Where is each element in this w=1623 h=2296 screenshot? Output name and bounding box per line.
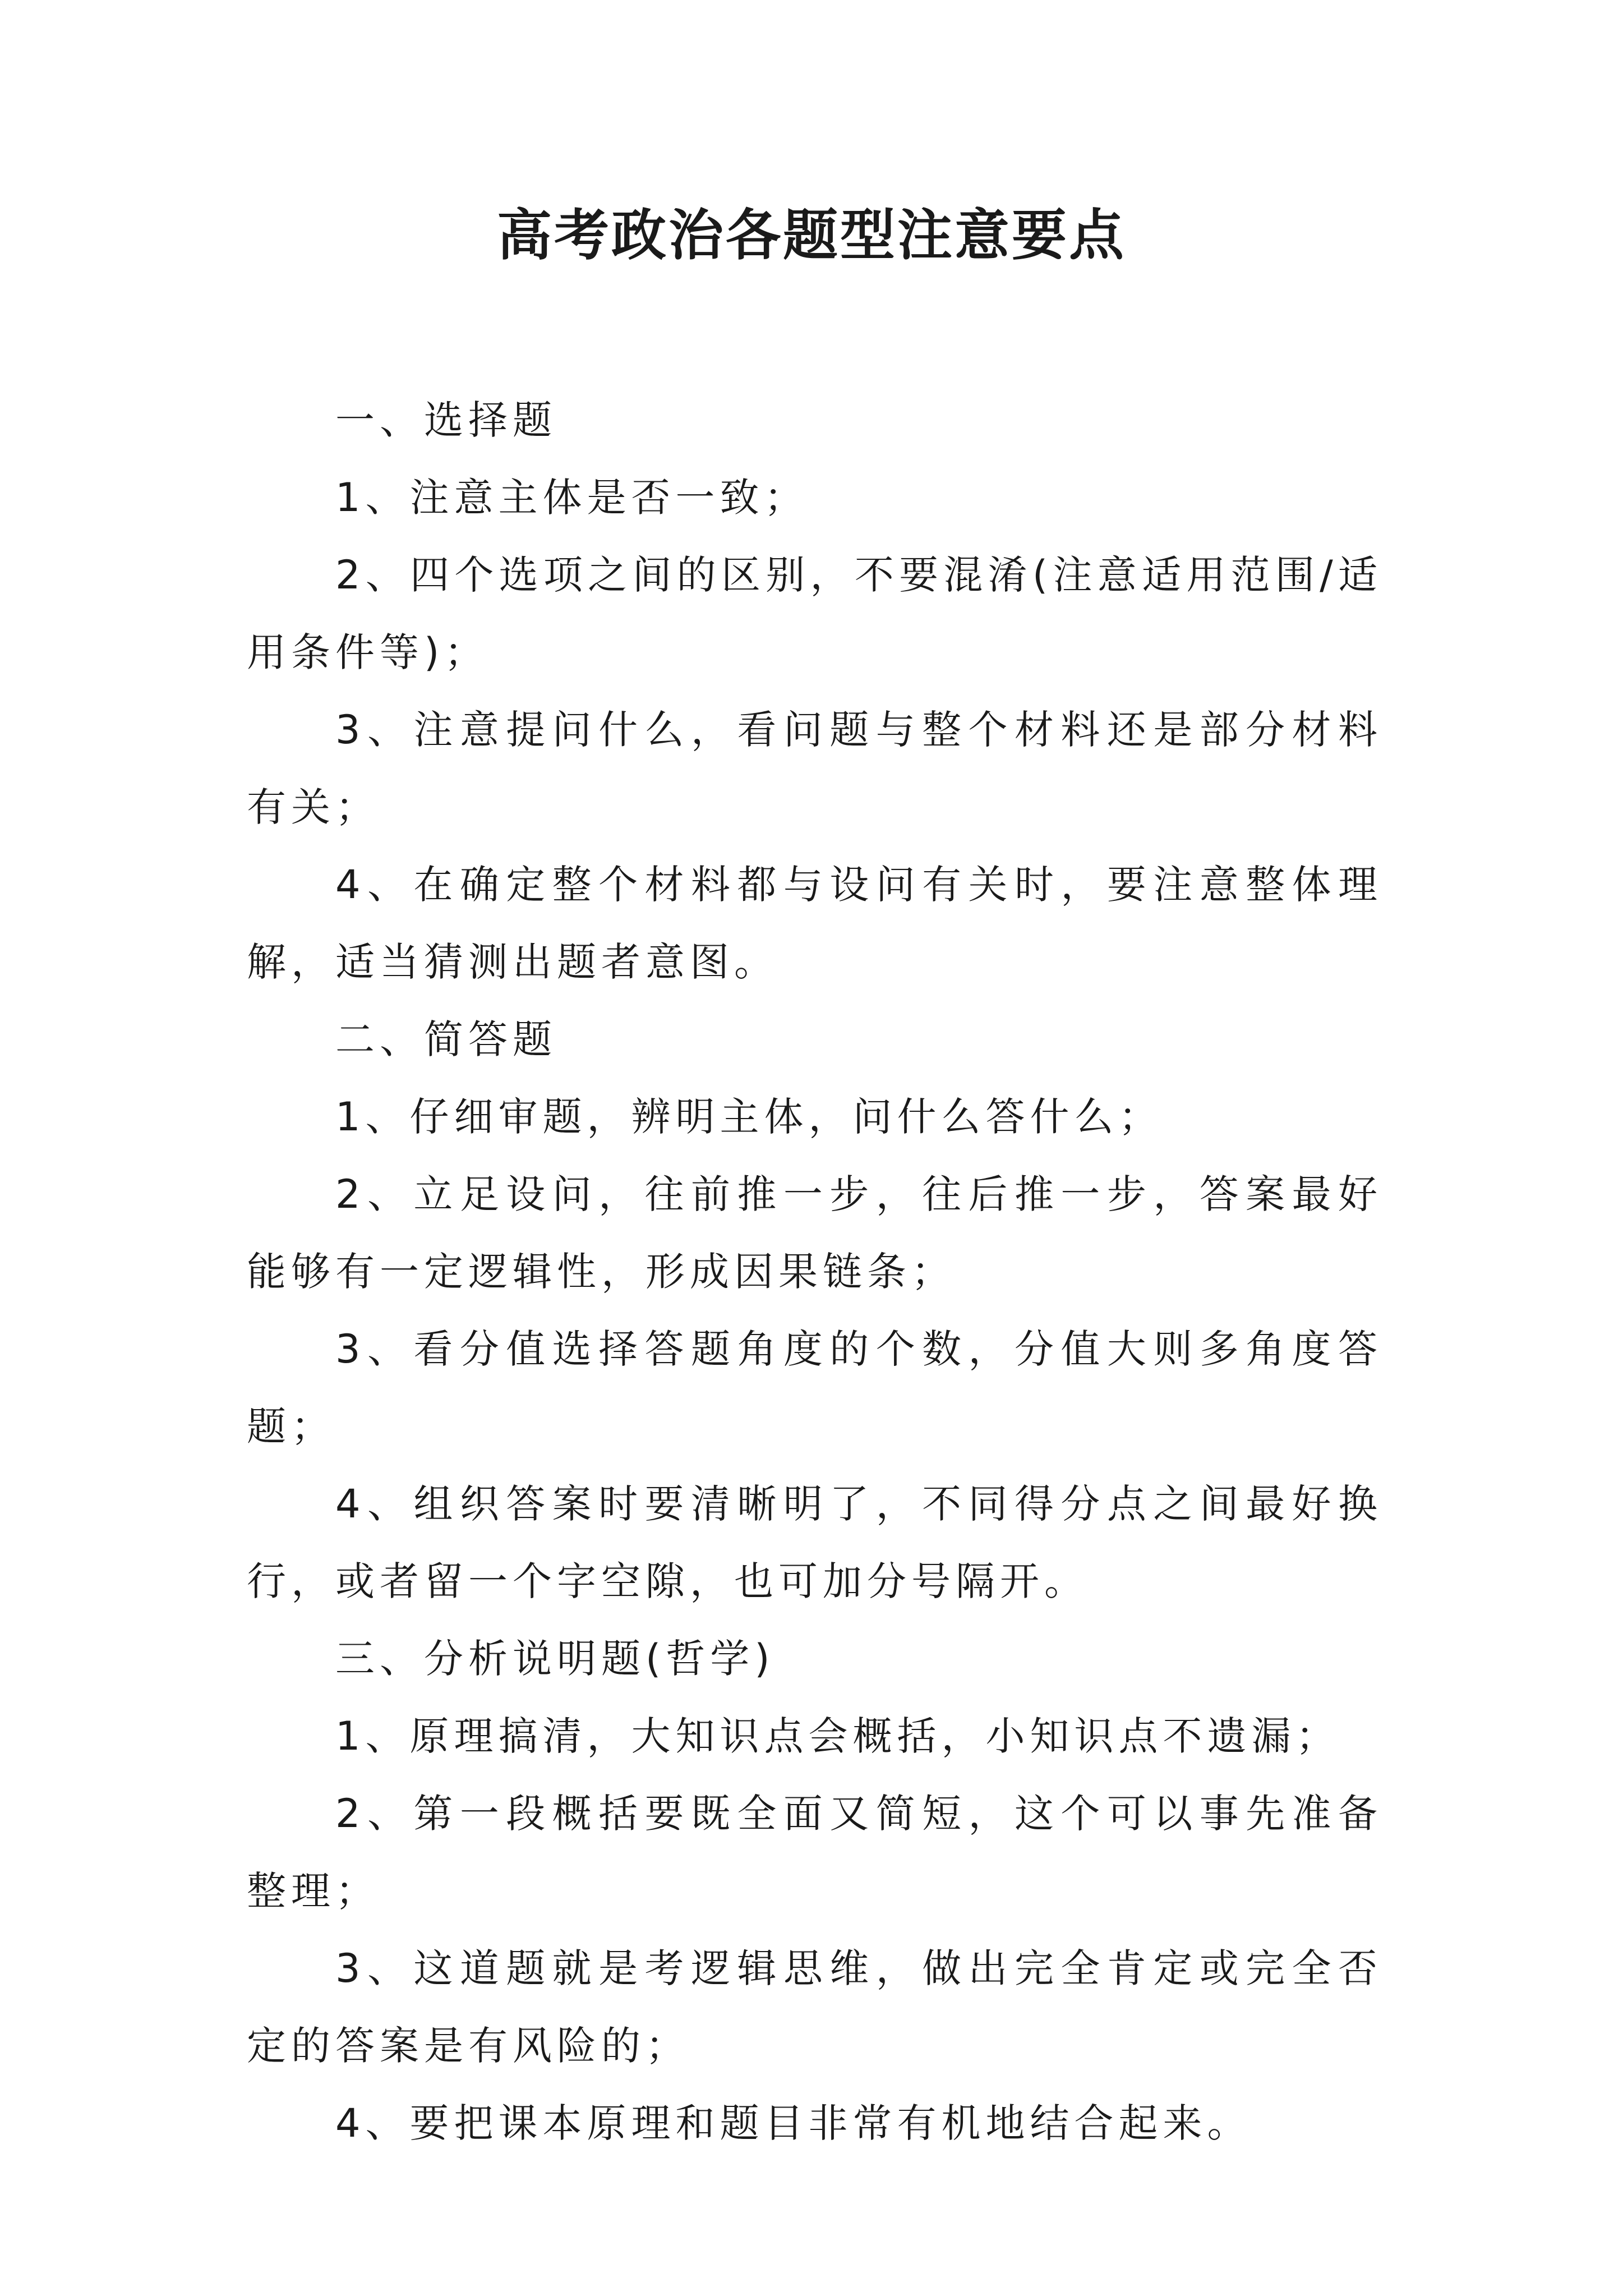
list-item: 3、这道题就是考逻辑思维，做出完全肯定或完全否定的答案是有风险的； [247, 1945, 1382, 2069]
list-item: 3、看分值选择答题角度的个数，分值大则多角度答题； [247, 1326, 1382, 1450]
document-title: 高考政治各题型注意要点 [496, 203, 1126, 268]
list-item: 4、要把课本原理和题目非常有机地结合起来。 [335, 2100, 1252, 2146]
list-item: 1、仔细审题，辨明主体，问什么答什么； [335, 1094, 1163, 1140]
section-heading-short-answer: 二、简答题 [335, 1016, 557, 1062]
section-heading-analysis: 三、分析说明题(哲学) [335, 1636, 775, 1682]
list-item: 2、立足设问，往前推一步，往后推一步，答案最好能够有一定逻辑性，形成因果链条； [247, 1171, 1382, 1295]
list-item: 1、原理搞清，大知识点会概括，小知识点不遗漏； [335, 1713, 1340, 1759]
document-body [247, 381, 1382, 2162]
list-item: 2、四个选项之间的区别，不要混淆(注意适用范围/适用条件等)； [247, 552, 1382, 675]
list-item: 1、注意主体是否一致； [335, 475, 809, 521]
list-item: 4、组织答案时要清晰明了，不同得分点之间最好换行，或者留一个字空隙，也可加分号隔开。 [247, 1481, 1382, 1604]
list-item: 4、在确定整个材料都与设问有关时，要注意整体理解，适当猜测出题者意图。 [247, 862, 1382, 985]
list-item: 2、第一段概括要既全面又简短，这个可以事先准备整理； [247, 1791, 1382, 1914]
list-item: 3、注意提问什么，看问题与整个材料还是部分材料有关； [247, 707, 1382, 830]
section-heading-choice: 一、选择题 [335, 397, 557, 443]
